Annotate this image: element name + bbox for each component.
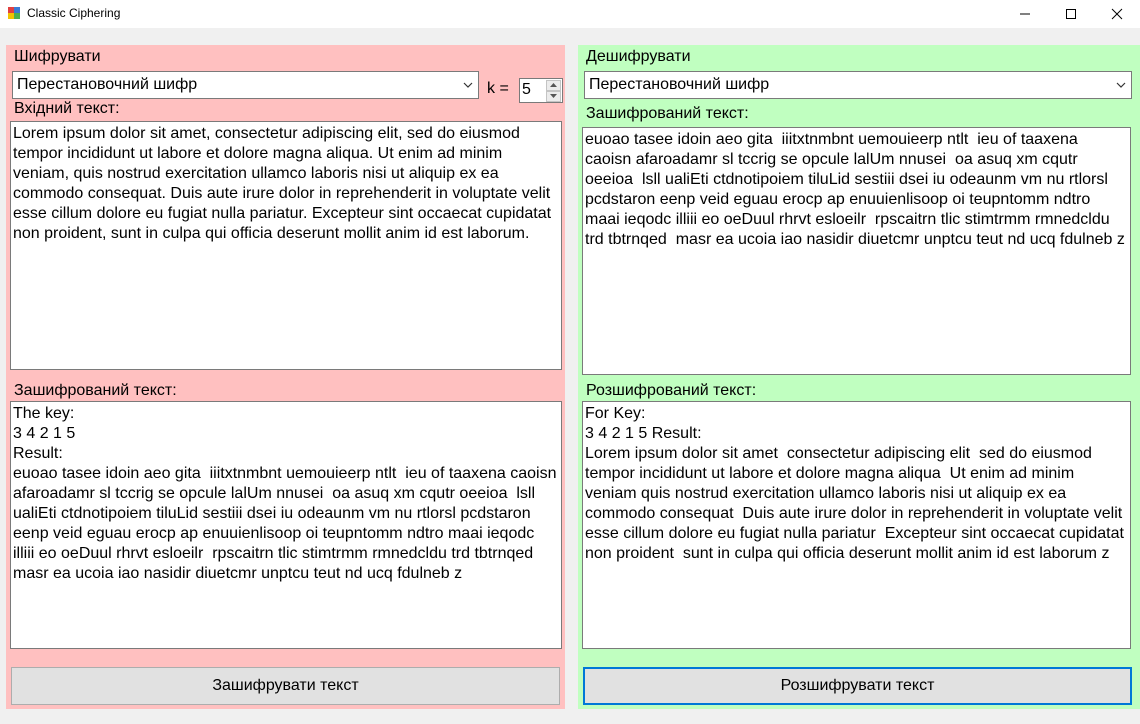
decrypt-method-value: Перестановочний шифр (589, 76, 770, 93)
decrypt-panel (578, 45, 1140, 709)
k-increment-button[interactable] (546, 80, 561, 91)
k-decrement-button[interactable] (546, 91, 561, 102)
arrow-down-icon (550, 94, 557, 99)
window-title: Classic Ciphering (27, 6, 121, 20)
maximize-button[interactable] (1048, 0, 1094, 28)
input-text-label: Вхідний текст: (14, 100, 120, 117)
close-icon (1111, 8, 1123, 20)
encrypted-output-textarea[interactable]: The key: 3 4 2 1 5 Result: euoao tasee idoin aeo gita iiitxtnmbnt uemouieerp ntlt ieu of taaxena caoisn afaroadamr sl tccrig se opcule lalUm nnusei oa asuq xm cqutr oeeioa lsll ualiEti ctdnotipoiem tiluLid sestiii dsei iu odeaunm vm nu rtlorsl pcdstaron eenp veid eguau erocp ap enuuienlisoop oi teupntomm ndtro maai ieqodc illiii eo oeDuul rhrvt esloeilr rpscaitrn tlic stimtrmm rmnedcldu trd tbtrnqed masr ea ucoia iao nasidir diuetcmr unptcu teut nd ucq fdulneb z (10, 401, 562, 649)
encrypted-text-label: Зашифрований текст: (14, 382, 177, 399)
decrypt-method-select[interactable] (584, 71, 1132, 99)
encrypt-header: Шифрувати (14, 48, 101, 65)
k-label: k = (487, 80, 509, 97)
minimize-button[interactable] (1002, 0, 1048, 28)
input-textarea[interactable]: Lorem ipsum dolor sit amet, consectetur adipiscing elit, sed do eiusmod tempor incididunt ut labore et dolore magna aliqua. Ut enim ad minim veniam, quis nostrud exercitation ullamco laboris nisi ut aliquip ex ea commodo consequat. Duis aute irure dolor in reprehenderit in voluptate velit esse cillum dolore eu fugiat nulla pariatur. Excepteur sint occaecat cupidatat non proident, sunt in culpa qui officia deserunt mollit anim id est laborum. (10, 121, 562, 370)
encrypt-button[interactable]: Зашифрувати текст (11, 667, 560, 705)
chevron-down-icon (1116, 82, 1126, 88)
maximize-icon (1065, 8, 1077, 20)
decrypt-header: Дешифрувати (586, 48, 691, 65)
app-icon (8, 7, 20, 19)
k-value-stepper[interactable] (519, 78, 563, 103)
ciphertext-label: Зашифрований текст: (586, 105, 749, 122)
close-button[interactable] (1094, 0, 1140, 28)
encrypt-panel (6, 45, 565, 709)
encrypt-method-select[interactable] (12, 71, 479, 99)
decrypted-text-label: Розшифрований текст: (586, 382, 757, 399)
minimize-icon (1019, 8, 1031, 20)
encrypt-method-value: Перестановочний шифр (17, 76, 198, 93)
decrypt-button[interactable]: Розшифрувати текст (583, 667, 1132, 705)
ciphertext-textarea[interactable]: euoao tasee idoin aeo gita iiitxtnmbnt uemouieerp ntlt ieu of taaxena caoisn afaroadamr sl tccrig se opcule lalUm nnusei oa asuq xm cqutr oeeioa lsll ualiEti ctdnotipoiem tiluLid sestiii dsei iu odeaunm vm nu rtlorsl pcdstaron eenp veid eguau erocp ap enuuienlisoop oi teupntomm ndtro maai ieqodc illiii eo oeDuul rhrvt esloeilr rpscaitrn tlic stimtrmm rmnedcldu trd tbtrnqed masr ea ucoia iao nasidir diuetcmr unptcu teut nd ucq fdulneb z (582, 127, 1131, 375)
title-bar (0, 0, 1140, 28)
arrow-up-icon (550, 83, 557, 88)
chevron-down-icon (463, 82, 473, 88)
decrypted-output-textarea[interactable]: For Key: 3 4 2 1 5 Result: Lorem ipsum dolor sit amet consectetur adipiscing elit sed do eiusmod tempor incididunt ut labore et dolore magna aliqua Ut enim ad minim veniam quis nostrud exercitation ullamco laboris nisi ut aliquip ex ea commodo consequat Duis aute irure dolor in reprehenderit in voluptate velit esse cillum dolore eu fugiat nulla pariatur Excepteur sint occaecat cupidatat non proident sunt in culpa qui officia deserunt mollit anim id est laborum z (582, 401, 1131, 649)
k-value: 5 (522, 81, 531, 98)
